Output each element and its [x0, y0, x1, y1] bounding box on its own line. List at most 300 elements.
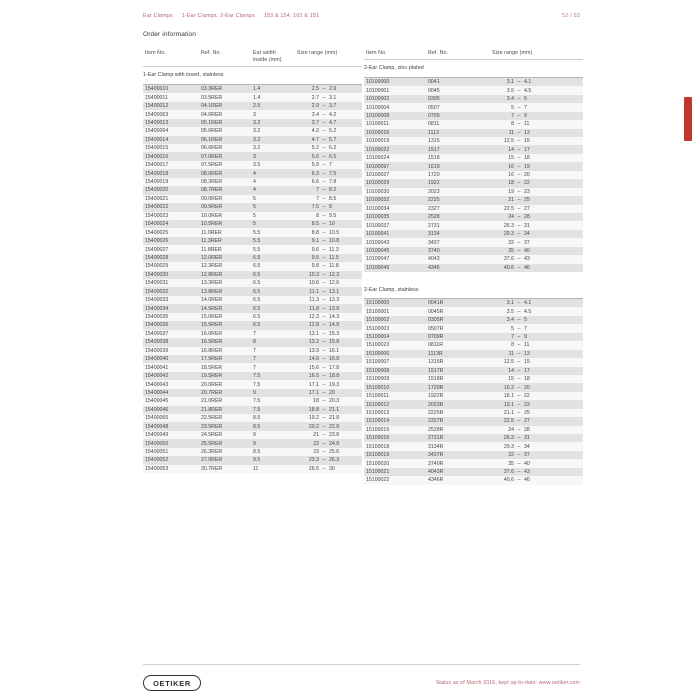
size-max: 31	[524, 222, 530, 229]
size-dash: –	[517, 222, 521, 229]
size-min: 29.3	[503, 231, 514, 238]
table-row	[364, 255, 583, 263]
cell-ref-no: 0305	[428, 96, 440, 103]
table-row	[364, 375, 583, 383]
size-dash: –	[322, 465, 326, 472]
size-max: 15.8	[329, 339, 340, 346]
size-max: 9	[524, 112, 527, 119]
cell-ear-width: 5.5	[253, 238, 261, 245]
size-min: 24	[508, 426, 514, 433]
cell-item-no: 15400041	[145, 364, 169, 371]
cell-item-no: 15400025	[145, 229, 169, 236]
cell-size-range	[492, 342, 580, 348]
cell-ear-width: 5.5	[253, 229, 261, 236]
size-max: 23	[524, 188, 530, 195]
page-title: Order information	[143, 31, 197, 38]
size-dash: –	[322, 364, 326, 371]
size-dash: –	[517, 359, 521, 366]
cell-ear-width: 6.5	[253, 263, 261, 270]
cell-ref-no: 2225R	[428, 409, 444, 416]
cell-item-no: 15400021	[145, 195, 169, 202]
table-row	[143, 372, 362, 380]
cell-size-range	[297, 390, 359, 396]
cell-item-no: 15100022	[366, 477, 390, 484]
size-min: 2.5	[311, 86, 319, 93]
table-row	[143, 203, 362, 211]
size-dash: –	[322, 86, 326, 93]
table-row	[364, 392, 583, 400]
cell-item-no: 15100013	[366, 409, 390, 416]
size-dash: –	[517, 384, 521, 391]
size-min: 23.3	[308, 457, 319, 464]
cell-size-range	[492, 172, 580, 178]
cell-ear-width: 6.5	[253, 322, 261, 329]
cell-item-no: 15400024	[145, 221, 169, 228]
size-max: 12.6	[329, 280, 340, 287]
cell-size-range	[297, 112, 359, 118]
table-row	[364, 196, 583, 204]
size-min: 20.2	[308, 423, 319, 430]
cell-ref-no: 2528R	[428, 426, 444, 433]
cell-size-range	[492, 334, 580, 340]
size-dash: –	[517, 104, 521, 111]
cell-ear-width: 7	[253, 364, 256, 371]
cell-size-range	[297, 424, 359, 430]
size-max: 17	[524, 146, 530, 153]
size-max: 2.9	[329, 86, 337, 93]
size-max: 16.8	[329, 356, 340, 363]
cell-ear-width: 7.5	[253, 381, 261, 388]
cell-size-range	[492, 326, 580, 332]
cell-ear-width: 8.5	[253, 423, 261, 430]
cell-ref-no: 30.7RER	[201, 465, 223, 472]
cell-size-range	[297, 95, 359, 101]
cell-ear-width: 3.2	[253, 119, 261, 126]
cell-ear-width: 5	[253, 212, 256, 219]
cell-size-range	[297, 398, 359, 404]
cell-item-no: 10100027	[366, 172, 390, 179]
cell-size-range	[492, 444, 580, 450]
cell-item-no: 10100032	[366, 197, 390, 204]
cell-ref-no: 1517R	[428, 367, 444, 374]
cell-item-no: 10100047	[366, 256, 390, 263]
cell-size-range	[492, 410, 580, 416]
table-row	[364, 476, 583, 484]
cell-size-range	[492, 265, 580, 271]
table-row	[364, 417, 583, 425]
cell-ref-no: 1113	[428, 129, 439, 136]
size-dash: –	[322, 457, 326, 464]
size-max: 11.5	[329, 254, 339, 261]
table-row	[364, 341, 583, 349]
cell-ref-no: 18.5RER	[201, 364, 223, 371]
cell-ref-no: 0045	[428, 87, 440, 94]
cell-item-no: 15400051	[145, 449, 169, 455]
size-min: 22	[313, 440, 319, 447]
column-header-ear-width-line2: inside (mm)	[253, 56, 282, 63]
size-max: 5	[524, 96, 527, 103]
cell-size-range	[492, 452, 580, 458]
size-dash: –	[517, 393, 521, 400]
size-max: 15	[524, 359, 530, 366]
cell-ref-no: 07.5RER	[201, 162, 223, 169]
size-dash: –	[517, 146, 521, 153]
size-min: 7	[316, 195, 319, 202]
cell-size-range	[492, 180, 580, 186]
cell-ear-width: 9	[253, 432, 256, 439]
cell-size-range	[297, 365, 359, 371]
cell-ear-width: 1.4	[253, 86, 261, 93]
size-min: 21	[508, 197, 514, 204]
cell-item-no: 15400046	[145, 406, 169, 413]
table-row	[364, 179, 583, 187]
size-dash: –	[517, 87, 521, 94]
cell-item-no: 15400044	[145, 389, 169, 396]
size-min: 29.3	[503, 443, 514, 450]
table-row	[143, 287, 362, 295]
size-min: 6.3	[311, 170, 319, 177]
size-max: 5.7	[329, 136, 337, 143]
cell-item-no: 15100019	[366, 452, 390, 459]
size-max: 43	[524, 469, 530, 476]
size-min: 19.1	[503, 401, 514, 408]
cell-item-no: 10100004	[366, 104, 390, 111]
cell-size-range	[492, 164, 580, 170]
cell-ref-no: 21.8RER	[201, 406, 223, 413]
size-dash: –	[322, 153, 326, 160]
cell-size-range	[492, 240, 580, 246]
column-header-item-no: Item No.	[145, 50, 166, 56]
size-min: 19	[508, 188, 514, 195]
size-dash: –	[322, 145, 326, 152]
cell-ear-width: 11	[253, 465, 259, 472]
cell-ear-width: 6.5	[253, 271, 261, 278]
cell-size-range	[492, 105, 580, 111]
size-max: 10.8	[329, 238, 340, 245]
size-dash: –	[517, 188, 521, 195]
cell-item-no: 10100001	[366, 87, 390, 94]
cell-item-no: 15100002	[366, 317, 390, 324]
cell-item-no: 15400052	[145, 457, 169, 464]
cell-ear-width: 3.2	[253, 145, 261, 152]
cell-ref-no: 1518R	[428, 376, 444, 383]
cell-size-range	[297, 348, 359, 354]
size-min: 11	[508, 350, 514, 357]
cell-ref-no: 2225	[428, 197, 440, 204]
size-min: 2.9	[311, 103, 319, 110]
cell-item-no: 15400010	[145, 86, 169, 93]
size-min: 11.8	[309, 305, 319, 312]
cell-size-range	[297, 407, 359, 413]
size-max: 27	[524, 418, 530, 425]
cell-ref-no: 3437	[428, 239, 440, 246]
cell-ear-width: 9	[253, 389, 256, 396]
size-min: 15.6	[308, 364, 319, 371]
table-row	[143, 110, 362, 118]
size-dash: –	[322, 254, 326, 261]
size-min: 15	[508, 155, 514, 162]
size-max: 22	[524, 180, 530, 187]
cell-ref-no: 07.0RER	[201, 153, 223, 160]
size-dash: –	[322, 356, 326, 363]
table-row	[143, 195, 362, 203]
left-table	[143, 50, 362, 473]
cell-ref-no: 3134R	[428, 443, 444, 450]
cell-ref-no: 1922	[428, 180, 440, 187]
size-dash: –	[322, 212, 326, 219]
cell-size-range	[492, 376, 580, 382]
size-max: 6.5	[329, 153, 337, 160]
cell-item-no: 15400034	[145, 305, 169, 312]
cell-ear-width: 7.5	[253, 398, 261, 405]
breadcrumb-item-category: Ear Clamps	[143, 13, 173, 19]
cell-item-no: 15400032	[145, 288, 169, 295]
size-dash: –	[517, 469, 521, 476]
cell-ref-no: 20.7RER	[201, 389, 223, 396]
cell-ear-width: 6.5	[253, 297, 261, 304]
cell-size-range	[297, 137, 359, 143]
size-min: 24	[508, 214, 514, 221]
size-dash: –	[322, 305, 326, 312]
cell-size-range	[492, 138, 580, 144]
cell-size-range	[297, 306, 359, 312]
size-min: 32	[508, 239, 514, 246]
table-row	[364, 350, 583, 358]
column-header-ear-width-line1: Ear width	[253, 50, 276, 56]
size-max: 7	[524, 104, 527, 111]
size-max: 31	[524, 435, 530, 442]
table-row	[364, 383, 583, 391]
cell-item-no: 15400030	[145, 271, 169, 278]
table-row	[143, 321, 362, 329]
cell-ref-no: 22.5RER	[201, 415, 223, 422]
table-row	[364, 451, 583, 459]
cell-size-range	[297, 466, 359, 472]
table-row	[364, 358, 583, 366]
size-min: 32	[508, 452, 514, 459]
cell-ear-width: 3	[253, 111, 256, 118]
size-dash: –	[517, 197, 521, 204]
table-row	[143, 220, 362, 228]
size-dash: –	[322, 415, 326, 422]
size-min: 11	[508, 129, 514, 136]
size-dash: –	[517, 376, 521, 383]
size-min: 7	[511, 334, 514, 341]
cell-size-range	[297, 356, 359, 362]
size-dash: –	[322, 162, 326, 169]
cell-size-range	[297, 103, 359, 109]
size-max: 25	[524, 197, 530, 204]
size-dash: –	[517, 477, 521, 484]
table-row	[364, 86, 583, 94]
cell-item-no: 15100008	[366, 367, 390, 374]
size-min: 21.1	[503, 409, 514, 416]
size-dash: –	[517, 435, 521, 442]
size-max: 15	[524, 138, 530, 145]
size-dash: –	[322, 339, 326, 346]
cell-ref-no: 0709R	[428, 334, 444, 341]
cell-size-range	[492, 214, 580, 220]
cell-ear-width: 7	[253, 330, 256, 337]
table-row	[143, 456, 362, 464]
size-min: 16	[508, 172, 514, 179]
size-max: 4.7	[329, 119, 337, 126]
size-max: 7.8	[329, 179, 337, 185]
table-row	[364, 238, 583, 246]
size-max: 37	[524, 239, 530, 246]
table-row	[143, 169, 362, 177]
cell-item-no: 15400037	[145, 330, 169, 337]
cell-item-no: 15400064	[145, 128, 169, 135]
cell-size-range	[297, 432, 359, 438]
size-dash: –	[322, 373, 326, 380]
table-row	[143, 406, 362, 414]
cell-ref-no: 1922R	[428, 393, 444, 400]
size-dash: –	[517, 308, 521, 315]
cell-item-no: 15400038	[145, 339, 169, 346]
cell-ref-no: 0811	[428, 121, 440, 128]
cell-ref-no: 0045R	[428, 308, 444, 315]
size-min: 18.8	[308, 406, 319, 413]
cell-ref-no: 1315	[428, 138, 440, 145]
cell-item-no: 15400018	[145, 170, 169, 177]
column-header-item-no: Item No.	[366, 50, 387, 56]
table-row	[143, 338, 362, 346]
table-row	[364, 154, 583, 162]
size-min: 9.5	[311, 254, 319, 261]
cell-ref-no: 08.3RER	[201, 179, 223, 185]
cell-size-range	[492, 121, 580, 127]
size-max: 25	[524, 409, 530, 416]
cell-ref-no: 11.3RER	[201, 238, 222, 245]
size-min: 9.1	[311, 238, 319, 245]
size-min: 7	[316, 187, 319, 194]
cell-size-range	[492, 359, 580, 365]
cell-item-no: 15400012	[145, 103, 169, 110]
cell-ear-width: 5.5	[253, 246, 261, 253]
cell-size-range	[492, 385, 580, 391]
size-dash: –	[322, 195, 326, 202]
cell-size-range	[297, 280, 359, 286]
size-min: 16	[508, 163, 514, 170]
cell-ear-width: 7	[253, 347, 256, 354]
size-dash: –	[517, 231, 521, 238]
size-dash: –	[517, 79, 521, 86]
size-dash: –	[517, 418, 521, 425]
size-max: 8.5	[329, 195, 337, 202]
table-row	[143, 304, 362, 312]
cell-ref-no: 06.6RER	[201, 145, 223, 152]
cell-ref-no: 16.0RER	[201, 330, 223, 337]
table-row	[143, 237, 362, 245]
size-max: 30	[329, 465, 335, 472]
cell-size-range	[297, 382, 359, 388]
size-max: 11.3	[329, 246, 339, 253]
size-dash: –	[322, 347, 326, 354]
size-max: 46	[524, 477, 530, 484]
cell-size-range	[297, 204, 359, 210]
table-row	[364, 468, 583, 476]
size-dash: –	[322, 229, 326, 236]
cell-ref-no: 4043	[428, 256, 440, 263]
size-min: 3.1	[506, 79, 514, 86]
size-min: 22.5	[503, 205, 514, 212]
cell-ref-no: 05.1RER	[201, 119, 223, 126]
cell-size-range	[492, 418, 580, 424]
table-row	[143, 212, 362, 220]
cell-ear-width: 3	[253, 153, 256, 160]
column-header-ear-width	[253, 50, 297, 64]
size-max: 24.8	[329, 440, 340, 447]
cell-ref-no: 3134	[428, 231, 440, 238]
cell-size-range	[297, 449, 359, 455]
cell-item-no: 15100003	[366, 325, 390, 332]
cell-item-no: 10100034	[366, 205, 390, 212]
size-min: 3.4	[311, 111, 319, 118]
cell-size-range	[297, 171, 359, 177]
size-min: 13.1	[308, 330, 319, 337]
size-min: 4.2	[311, 128, 319, 135]
cell-size-range	[297, 297, 359, 303]
table-row	[143, 330, 362, 338]
cell-item-no: 15100006	[366, 350, 390, 357]
footer-divider	[143, 664, 580, 665]
table-row	[364, 426, 583, 434]
size-dash: –	[322, 432, 326, 439]
cell-ear-width: 4	[253, 179, 256, 185]
cell-item-no: 15100021	[366, 469, 390, 476]
cell-ear-width: 6.5	[253, 288, 261, 295]
breadcrumb-item-types: 1-Ear Clamps, 2-Ear Clamps	[181, 13, 255, 19]
table-row	[143, 161, 362, 169]
cell-ear-width: 5	[253, 221, 256, 228]
size-dash: –	[517, 443, 521, 450]
size-dash: –	[517, 129, 521, 136]
table-row	[143, 448, 362, 456]
size-min: 5	[511, 325, 514, 332]
size-max: 26.3	[329, 457, 340, 464]
table-row	[364, 307, 583, 315]
table-row	[143, 279, 362, 287]
size-dash: –	[322, 221, 326, 228]
cell-ref-no: 05.6RER	[201, 128, 223, 135]
cell-size-range	[297, 263, 359, 269]
cell-item-no: 15400017	[145, 162, 169, 169]
table-row	[364, 137, 583, 145]
size-max: 13	[524, 129, 530, 136]
size-max: 27	[524, 205, 530, 212]
table-row	[143, 245, 362, 253]
cell-size-range	[492, 206, 580, 212]
table-row	[364, 324, 583, 332]
size-min: 37.6	[503, 469, 514, 476]
cell-ref-no: 16.5RER	[201, 339, 223, 346]
size-max: 19.3	[329, 381, 340, 388]
size-min: 23	[313, 449, 319, 455]
size-dash: –	[517, 401, 521, 408]
spacer	[364, 272, 583, 281]
cell-item-no: 15400016	[145, 153, 169, 160]
size-max: 22.8	[329, 423, 340, 430]
table-row	[364, 120, 583, 128]
cell-item-no: 15400065	[145, 415, 169, 422]
table-row	[364, 459, 583, 467]
cell-ref-no: 1720R	[428, 384, 444, 391]
cell-ref-no: 04.1RER	[201, 103, 223, 110]
size-max: 25.6	[329, 449, 340, 455]
cell-ref-no: 21.0RER	[201, 398, 223, 405]
size-min: 21	[313, 432, 319, 439]
